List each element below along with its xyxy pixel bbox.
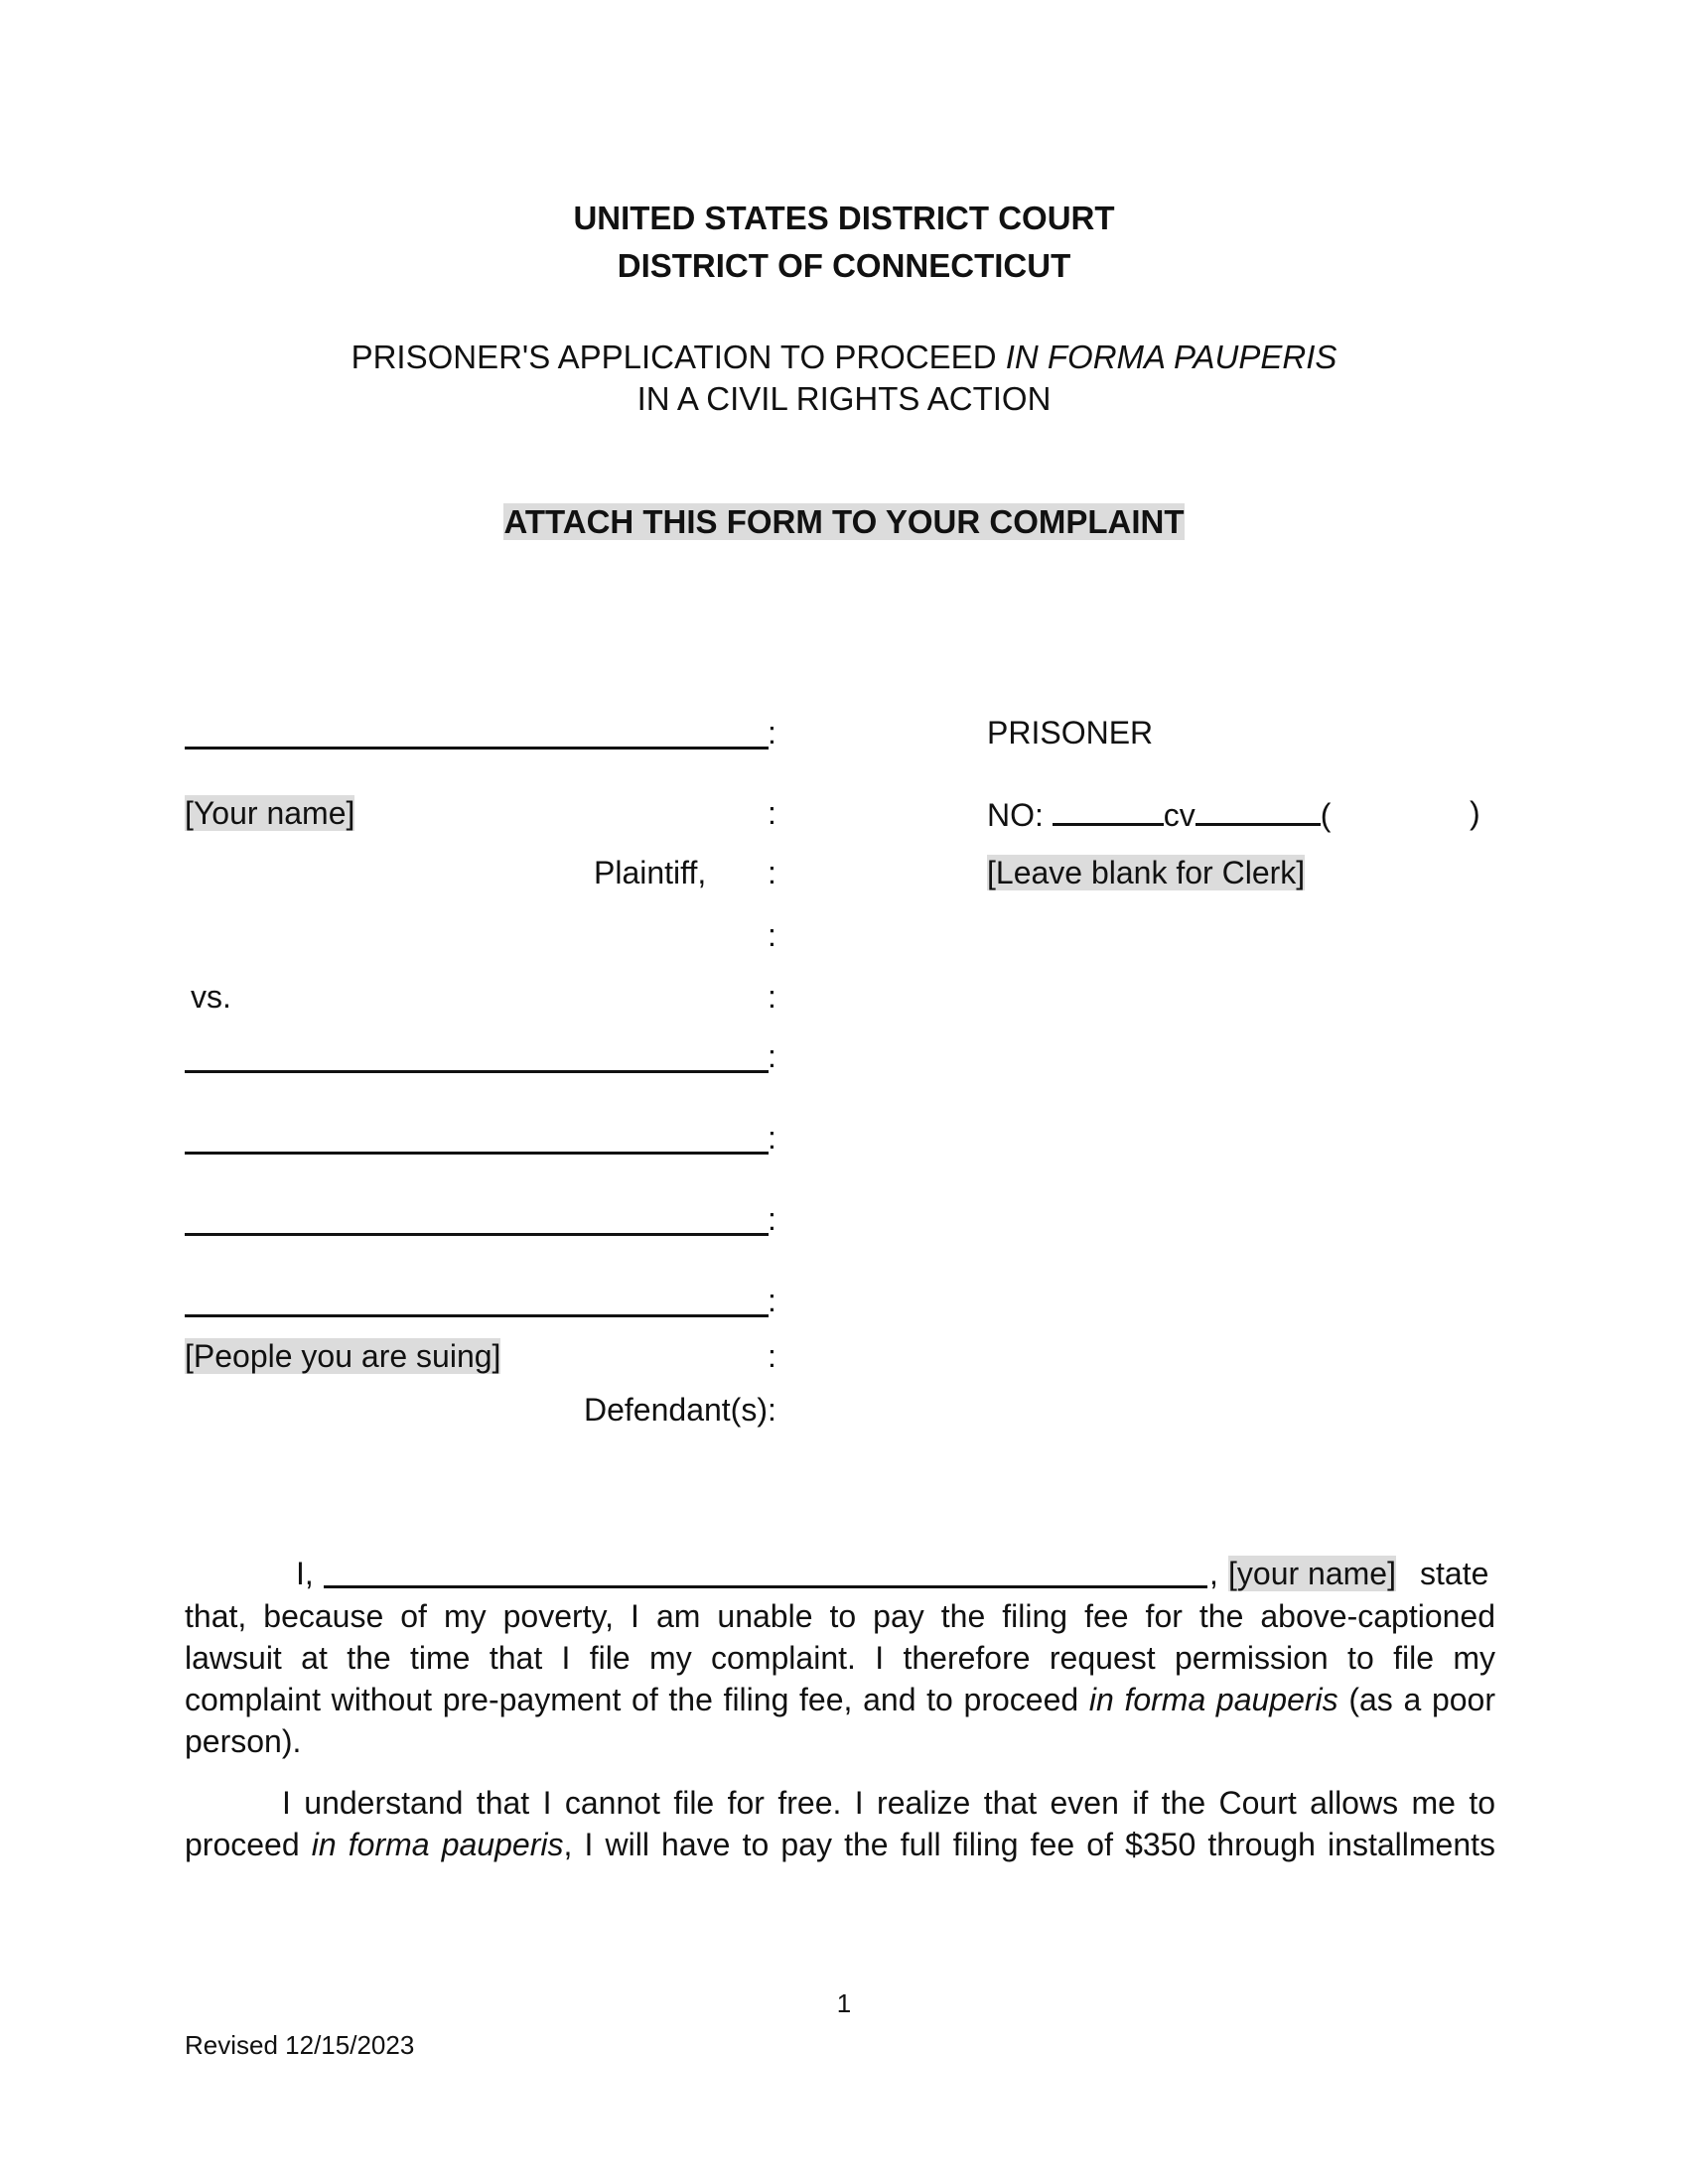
case-paren-close: ) [1470, 795, 1480, 831]
p2-line2-b: , I will have to pay the full filing fee of $350 through installments [563, 1827, 1496, 1862]
attach-notice-text: ATTACH THIS FORM TO YOUR COMPLAINT [503, 503, 1185, 540]
defendant-name-line[interactable] [185, 1070, 769, 1073]
caption-colon: : [768, 917, 776, 953]
revised-date: Revised 12/15/2023 [185, 2030, 415, 2060]
form-title-line2: IN A CIVIL RIGHTS ACTION [636, 380, 1052, 417]
p1-start: I, [296, 1556, 314, 1591]
prisoner-label: PRISONER [987, 715, 1154, 751]
defendant-name-line[interactable] [185, 1314, 769, 1317]
p1-comma: , [1209, 1556, 1218, 1591]
caption-colon: : [768, 1338, 776, 1374]
defendants-hint [185, 1336, 500, 1376]
defendant-name-line[interactable] [185, 1152, 769, 1155]
your-name-hint-text: [Your name] [185, 795, 355, 831]
p1-state: state [1420, 1556, 1489, 1591]
clerk-hint [987, 853, 1305, 892]
p2-line: I understand that I cannot file for free. I realize that even if the Court allows me to [282, 1785, 1495, 1821]
p1-line: that, because of my poverty, I am unable to pay the filing fee for the above-captioned [185, 1598, 1495, 1634]
defendants-label: Defendant(s): [584, 1392, 776, 1428]
p1-name-hint-text: [your name] [1228, 1556, 1396, 1591]
p2-line2-italic: in forma pauperis [311, 1827, 564, 1862]
court-name: UNITED STATES DISTRICT COURT [573, 200, 1115, 236]
case-cv-label: cv [1163, 797, 1196, 833]
caption-colon: : [768, 795, 776, 831]
form-title [0, 338, 1688, 377]
district-name: DISTRICT OF CONNECTICUT [617, 247, 1071, 284]
p1-line: lawsuit at the time that I file my complaint. I therefore request permission to file my [185, 1640, 1495, 1676]
caption-colon: : [768, 715, 776, 751]
p1-line4-italic: in forma pauperis [1088, 1682, 1338, 1717]
case-year-blank[interactable] [1053, 793, 1164, 826]
case-paren-open: ( [1320, 797, 1332, 833]
caption-colon: : [768, 855, 776, 890]
caption-colon: : [768, 1120, 776, 1156]
caption-colon: : [768, 1283, 776, 1318]
defendants-hint-text: [People you are suing] [185, 1338, 501, 1374]
p1-line4-a: complaint without pre-payment of the filing fee, and to proceed [185, 1682, 1089, 1717]
applicant-name-line[interactable] [324, 1585, 1207, 1588]
plaintiff-label: Plaintiff, [594, 855, 707, 890]
case-number-blank[interactable] [1196, 793, 1321, 826]
caption-colon: : [768, 1201, 776, 1237]
vs-label: vs. [191, 979, 231, 1015]
p1-name-hint [1228, 1554, 1396, 1593]
p1-line: person). [185, 1723, 302, 1759]
plaintiff-name-line[interactable] [185, 747, 769, 750]
caption-colon: : [768, 979, 776, 1015]
caption-colon: : [768, 1038, 776, 1074]
your-name-hint [185, 793, 354, 833]
case-no-label: NO: [987, 797, 1044, 833]
defendant-name-line[interactable] [185, 1233, 769, 1236]
clerk-hint-text: [Leave blank for Clerk] [987, 855, 1306, 890]
attach-notice [0, 502, 1688, 542]
form-title-prefix: PRISONER'S APPLICATION TO PROCEED [351, 339, 1006, 375]
p2-line2-a: proceed [185, 1827, 312, 1862]
p2-line [185, 1824, 1495, 1865]
p1-line [185, 1679, 1495, 1720]
form-title-italic: IN FORMA PAUPERIS [1005, 339, 1337, 375]
p1-line4-b: (as a poor [1337, 1682, 1496, 1717]
case-number [987, 793, 1331, 835]
page-number: 1 [836, 1988, 852, 2018]
